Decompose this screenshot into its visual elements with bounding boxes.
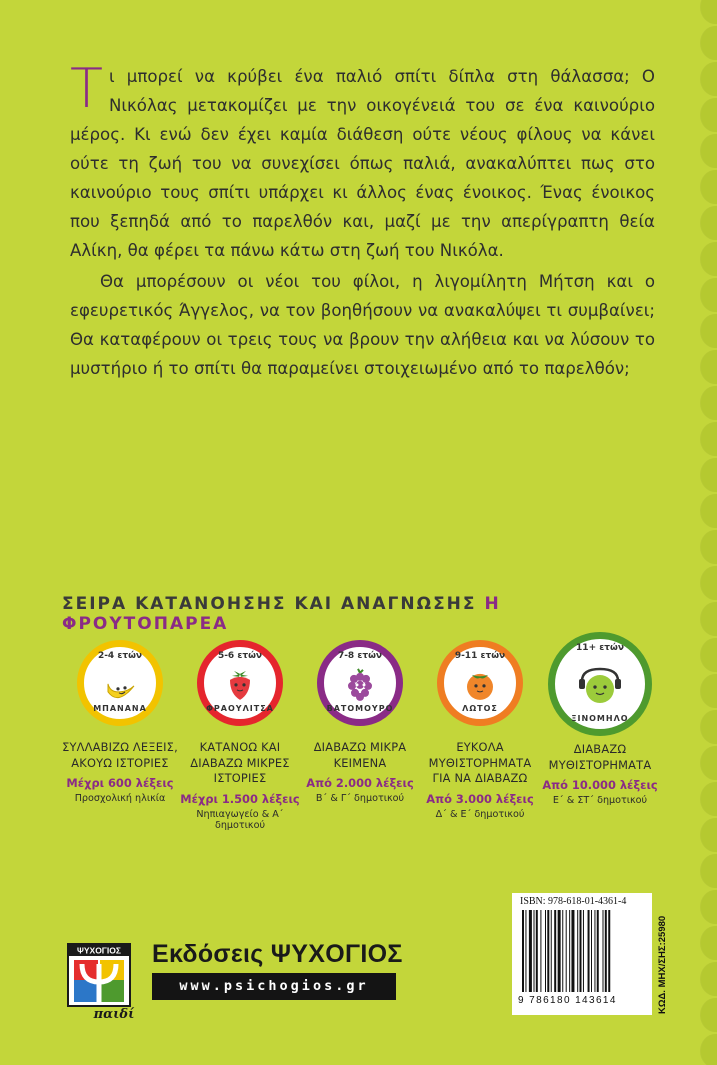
edge-scallop (701, 494, 717, 528)
machine-code: ΚΩΔ. ΜΗΧ/ΣΗΣ:25980 (657, 915, 668, 1014)
banana-grade: Προσχολική ηλικία (74, 793, 166, 804)
edge-scallop (701, 98, 717, 132)
publisher-block (152, 940, 403, 1000)
persimmon-words: Από 3.000 λέξεις (426, 791, 534, 806)
edge-scallop (701, 746, 717, 780)
barcode-bar (547, 910, 549, 992)
barcode-bar (551, 910, 552, 992)
edge-scallop (701, 638, 717, 672)
edge-scallop (701, 926, 717, 960)
logo-top-text: ΨΥΧΟΓΙΟΣ (76, 945, 122, 956)
level-banana (60, 640, 180, 804)
barcode-bar (545, 910, 546, 992)
banana-age: 2-4 ετών (97, 651, 143, 661)
blackberry-badge (317, 640, 403, 726)
banana-words: Μέχρι 600 λέξεις (66, 776, 174, 790)
barcode-bar (534, 910, 535, 992)
publisher-url[interactable]: www.psichogios.gr (152, 973, 396, 1000)
green-apple-words: Από 10.000 λέξεις (542, 778, 658, 792)
barcode-bar (583, 910, 584, 992)
logo-bottom-text: παιδί (93, 1007, 135, 1022)
strawberry-icon (218, 662, 262, 706)
green-apple-age: 11+ ετών (576, 643, 624, 653)
strawberry-words: Μέχρι 1.500 λέξεις (180, 791, 300, 806)
isbn-barcode-box (512, 893, 652, 1015)
persimmon-age: 9-11 ετών (454, 651, 506, 661)
publisher-name: Εκδόσεις ΨΥΧΟΓΙΟΣ (152, 940, 403, 968)
edge-scallop (701, 818, 717, 852)
strawberry-name: ΦΡΑΟΥΛΙΤΣΑ (206, 704, 274, 713)
edge-scallop (701, 962, 717, 996)
edge-scallop (701, 710, 717, 744)
strawberry-description: ΚΑΤΑΝΟΩ ΚΑΙ ΔΙΑΒΑΖΩ ΜΙΚΡΕΣ ΙΣΤΟΡΙΕΣ (190, 740, 290, 785)
blackberry-words: Από 2.000 λέξεις (306, 776, 414, 790)
strawberry-age: 5-6 ετών (217, 651, 263, 661)
barcode-bar (562, 910, 563, 992)
edge-scallop (701, 242, 717, 276)
green-apple-description: ΔΙΑΒΑΖΩ ΜΥΘΙΣΤΟΡΗΜΑΤΑ (548, 742, 652, 772)
banana-badge (77, 640, 163, 726)
strawberry-badge (197, 640, 283, 726)
barcode-bar (571, 910, 574, 992)
edge-scallop (701, 386, 717, 420)
edge-scallop (701, 278, 717, 312)
green-apple-name: ΞΙΝΟΜΗΛΟ (571, 714, 629, 723)
barcode-bar (588, 910, 590, 992)
green-apple-badge (548, 632, 652, 736)
persimmon-grade: Δ΄ & Ε΄ δημοτικού (435, 808, 525, 820)
level-strawberry (180, 640, 300, 831)
blackberry-icon (338, 662, 382, 706)
persimmon-icon (458, 662, 502, 706)
strawberry-grade: Νηπιαγωγείο & Α΄ δημοτικού (196, 808, 284, 831)
blackberry-name: ΒΑΤΟΜΟΥΡΟ (326, 704, 394, 713)
blurb-paragraph-1 (70, 57, 655, 265)
barcode-bar (605, 910, 607, 992)
barcode-bar (608, 910, 610, 992)
barcode-bar (577, 910, 578, 992)
barcode-bar (554, 910, 556, 992)
green-apple-grade: Ε΄ & ΣΤ΄ δημοτικού (552, 795, 648, 806)
reading-levels (62, 640, 670, 870)
barcode-bar (569, 910, 570, 992)
edge-scallop (701, 0, 717, 24)
barcode-bar (591, 910, 592, 992)
series-title: ΣΕΙΡΑ ΚΑΤΑΝΟΗΣΗΣ ΚΑΙ ΑΝΑΓΝΩΣΗΣ (62, 594, 477, 614)
edge-scallop (701, 206, 717, 240)
barcode-icon (522, 910, 642, 994)
barcode-bar (540, 910, 541, 992)
edge-scallop (701, 782, 717, 816)
publisher-logo (66, 942, 140, 1022)
edge-scallop (701, 998, 717, 1032)
edge-scallop (701, 458, 717, 492)
blackberry-grade: Β΄ & Γ΄ δημοτικού (315, 793, 405, 804)
blurb (70, 57, 655, 383)
edge-scallop (701, 170, 717, 204)
barcode-bar (529, 910, 532, 992)
level-persimmon (420, 640, 540, 820)
edge-scallop (701, 350, 717, 384)
green-apple-icon (574, 659, 626, 711)
barcode-bar (566, 910, 567, 992)
barcode-bar (558, 910, 561, 992)
series-name: Η ΦΡΟΥΤΟΠΑΡΕΑ (62, 594, 501, 634)
edge-scallop (701, 26, 717, 60)
barcode-bar (603, 910, 604, 992)
barcode-bar (597, 910, 599, 992)
edge-scallop (701, 62, 717, 96)
edge-scallop (701, 422, 717, 456)
edge-scallop (701, 566, 717, 600)
banana-description: ΣΥΛΛΑΒΙΖΩ ΛΕΞΕΙΣ, ΑΚΟΥΩ ΙΣΤΟΡΙΕΣ (62, 740, 178, 770)
blackberry-description: ΔΙΑΒΑΖΩ ΜΙΚΡΑ ΚΕΙΜΕΝΑ (313, 740, 407, 770)
banana-name: ΜΠΑΝΑΝΑ (93, 704, 147, 713)
barcode-bar (522, 910, 524, 992)
persimmon-name: ΛΩΤΟΣ (462, 704, 498, 713)
barcode-bar (594, 910, 595, 992)
edge-scallop (701, 530, 717, 564)
barcode-bar (525, 910, 526, 992)
edge-scallops (701, 0, 717, 1065)
edge-scallop (701, 134, 717, 168)
isbn-label: ISBN: 978-618-01-4361-4 (520, 896, 627, 907)
level-green-apple (540, 640, 660, 806)
edge-scallop (701, 1034, 717, 1065)
drop-cap: Τ (70, 57, 103, 120)
persimmon-description: ΕΥΚΟΛΑ ΜΥΘΙΣΤΟΡΗΜΑΤΑ ΓΙΑ ΝΑ ΔΙΑΒΑΖΩ (428, 740, 532, 785)
barcode-number: 9 786180 143614 (518, 995, 617, 1006)
edge-scallop (701, 602, 717, 636)
edge-scallop (701, 674, 717, 708)
blurb-paragraph-1-text: ι μπορεί να κρύβει ένα παλιό σπίτι δίπλα στη θάλασσα; Ο Νικόλας μετακομίζει με την οικογένειά του σε ένα καινούριο μέρος. Κι ενώ δεν έχει καμία διάθεση ούτε νέους φίλους να κάνει ούτε τη ζωή του να συνεχίσει όπως παλιά, ανακαλύπτει πως στο καινούριο τους σπίτι υπάρχει κι άλλος ένας ένοικος. Ένας ένοικος που ξεπηδά από το παρελθόν και, μαζί με την απερίγραπτη θεία Αλίκη, θα φέρει τα πάνω κάτω στη ζωή του Νικόλα. (70, 67, 655, 260)
level-blackberry (300, 640, 420, 804)
barcode-bar (536, 910, 538, 992)
blurb-paragraph-2: Θα μπορέσουν οι νέοι του φίλοι, η λιγομίλητη Μήτση και ο εφευρετικός Άγγελος, να τον βοηθήσουν να ανακαλύψει τι συμβαίνει; Θα καταφέρουν οι τρεις τους να βρουν την αλήθεια και να λύσουν το μυστήριο ή το σπίτι θα παραμείνει στοιχειωμένο από το παρελθόν; (70, 272, 655, 378)
blackberry-age: 7-8 ετών (337, 651, 383, 661)
edge-scallop (701, 314, 717, 348)
edge-scallop (701, 890, 717, 924)
persimmon-badge (437, 640, 523, 726)
series-heading (62, 594, 662, 634)
edge-scallop (701, 854, 717, 888)
banana-icon (98, 662, 142, 706)
barcode-bar (580, 910, 582, 992)
